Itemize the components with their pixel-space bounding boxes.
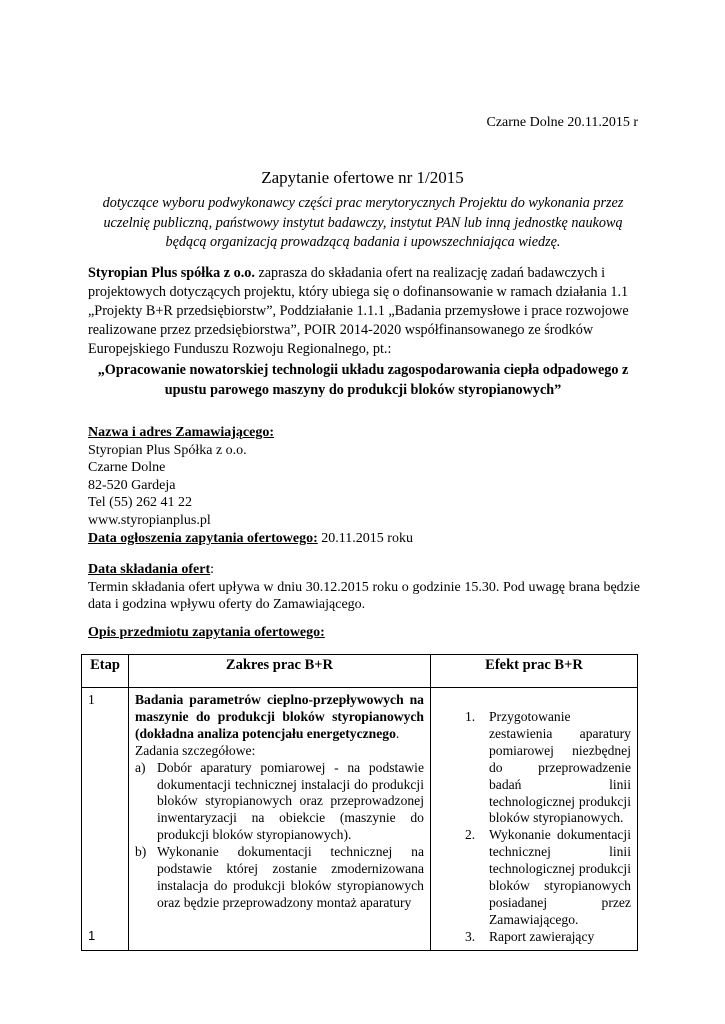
list-item: a) Dobór aparatury pomiarowej - na podstawie dokumentacji technicznej instalacji do produkcji bloków styropianowych oraz przeprowadzonej inwentaryzacji na obiekcie (maszynie do produkcji bloków styropianowych).: [134, 759, 424, 843]
document-subtitle: dotyczące wyboru podwykonawcy części prac merytorycznych Projektu do wykonania przez uczelnię publiczną, państwowy instytut badawczy, instytut PAN lub inną jednostkę naukową będącą organizacją prowadzącą badania i upowszechniająca wiedzę.: [102, 195, 624, 250]
client-phone: Tel (55) 262 41 22: [88, 495, 193, 510]
intro-paragraph: [88, 264, 640, 359]
announcement-label: Data ogłoszenia zapytania ofertowego:: [88, 531, 318, 546]
company-name: Styropian Plus spółka z o.o.: [88, 265, 255, 281]
client-section: [88, 424, 640, 529]
client-heading: Nazwa i adres Zamawiającego:: [88, 425, 274, 440]
client-name: Styropian Plus Spółka z o.o.: [88, 442, 247, 458]
announcement-value: 20.11.2015 roku: [317, 531, 413, 546]
etap-cell: 1: [82, 688, 129, 951]
submission-colon: :: [210, 562, 215, 577]
zakres-title: Badania parametrów cieplno-przepływowych na maszynie do produkcji bloków styropianowych (dokładna analiza potencjału energetycznego.: [134, 692, 424, 741]
table-header-row: [82, 655, 638, 688]
list-item: 2. Wykonanie dokumentacji technicznej linii technologicznej produkcji bloków styropianowych posiadanej przez Zamawiającego.: [464, 827, 631, 927]
client-website: www.styropianplus.pl: [88, 512, 211, 528]
document-title: Zapytanie ofertowe nr 1/2015: [261, 168, 464, 187]
offer-table: [81, 654, 638, 951]
list-item: 3. Raport zawierający: [464, 928, 595, 944]
submission-section: [88, 561, 640, 614]
header-etap: Etap: [82, 655, 129, 688]
subject-heading: Opis przedmiotu zapytania ofertowego:: [88, 625, 325, 640]
effect-list: [437, 709, 631, 946]
subject-section: [88, 624, 640, 642]
zakres-subheading: Zadania szczegółowe:: [134, 742, 256, 758]
header-zakres: Zakres prac B+R: [128, 655, 430, 688]
submission-label: Data składania ofert: [88, 562, 211, 577]
list-item: b) Wykonanie dokumentacji technicznej na podstawie której zostanie zmodernizowana instalacja do produkcji bloków styropianowych oraz będzie przeprowadzony montaż aparatury: [134, 844, 424, 910]
project-title: „Opracowanie nowatorskiej technologii układu zagospodarowania ciepła odpadowego z upustu parowego maszyny do produkcji bloków styropianowych”: [97, 362, 629, 398]
document-date: Czarne Dolne 20.11.2015 r: [486, 115, 638, 130]
efekt-cell: [430, 688, 637, 951]
page-number: 1: [88, 928, 96, 943]
task-list: [135, 760, 424, 912]
announcement-date: [88, 530, 640, 548]
zakres-cell: [128, 688, 430, 951]
header-efekt: Efekt prac B+R: [430, 655, 637, 688]
submission-text: Termin składania ofert upływa w dniu 30.12.2015 roku o godzinie 15.30. Pod uwagę brana będzie data i godzina wpływu oferty do Zamawiającego.: [88, 579, 640, 612]
table-row: [82, 688, 638, 951]
list-item: 1. Przygotowanie zestawienia aparatury pomiarowej niezbędnej do przeprowadzenie badań linii technologicznej produkcji bloków styropianowych.: [464, 709, 631, 826]
client-town: Czarne Dolne: [88, 460, 166, 475]
intro-text: zaprasza do składania ofert na realizację zadań badawczych i projektowych dotyczących projektu, który ubiega się o dofinansowanie w ramach działania 1.1 „Projekty B+R przedsiębiorstw”, Poddziałanie 1.1.1 „Badania przemysłowe i prace rozwojowe realizowane przez przedsiębiorstwa”, POIR 2014-2020 współfinansowanego ze środków Europejskiego Funduszu Rozwoju Regionalnego, pt.:: [88, 265, 629, 357]
client-postal: 82-520 Gardeja: [88, 477, 176, 493]
